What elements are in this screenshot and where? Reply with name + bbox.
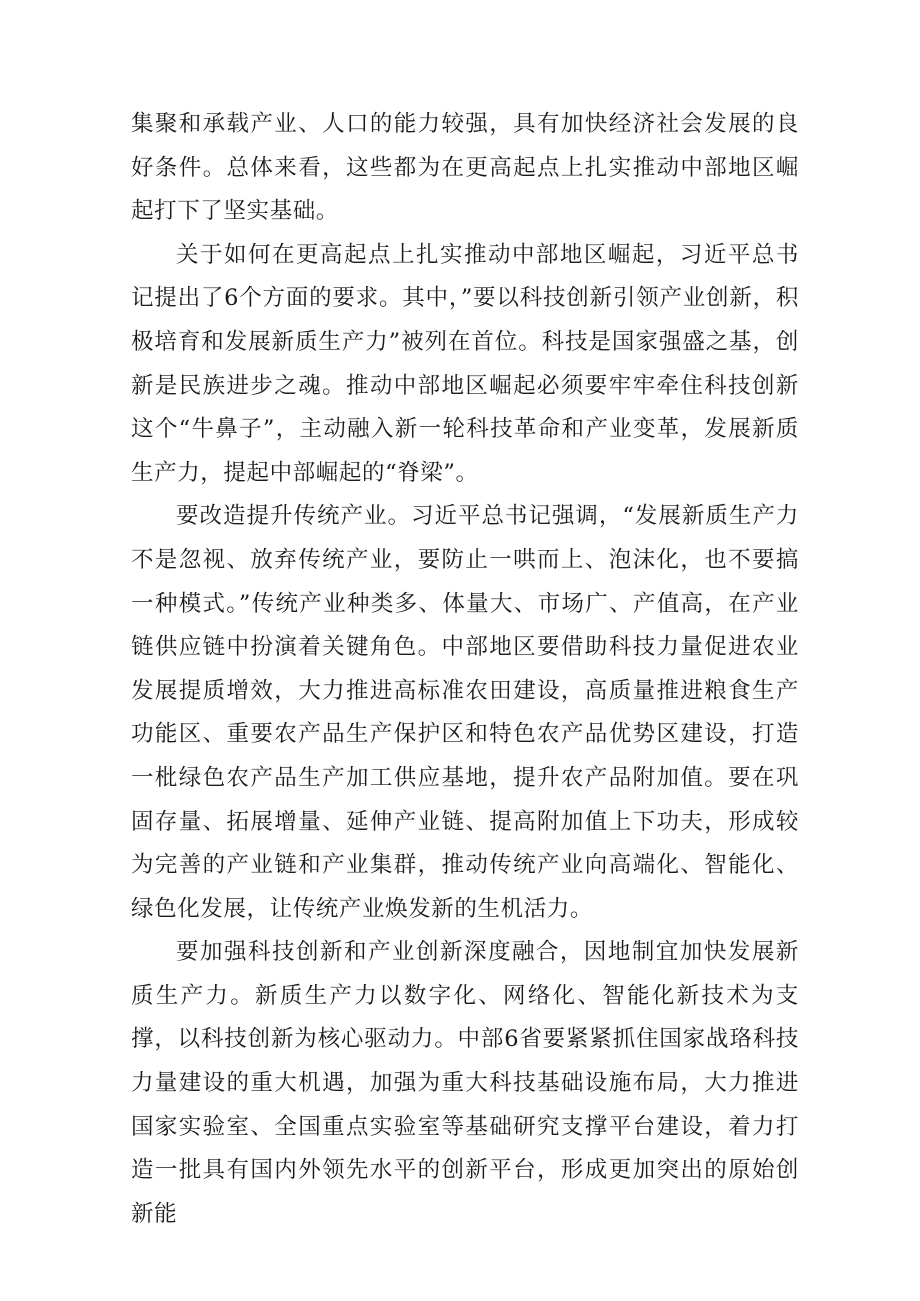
body-text xyxy=(131,103,799,1236)
paragraph-requirements: 关于如何在更高起点上扎实推动中部地区崛起，习近平总书记提出了6个方面的要求。其中，”要以科技创新引领产业创新，积极培育和发展新质生产力”被列在首位。科技是国家强盛之基，创新是民族进步之魂。推动中部地区崛起必须要牢牢牵住科技创新这个“牛鼻子”，主动融入新一轮科技革命和产业变革，发展新质生产力，提起中部崛起的“脊梁”。 xyxy=(131,241,799,486)
paragraph-continuation: 集聚和承载产业、人口的能力较强，具有加快经济社会发展的良好条件。总体来看，这些都为在更高起点上扎实推动中部地区崛起打下了坚实基础。 xyxy=(131,111,799,225)
paragraph-innovation-integration: 要加强科技创新和产业创新深度融合，因地制宜加快发展新质生产力。新质生产力以数字化、网络化、智能化新技术为支撑，以科技创新为核心驱动力。中部6省要紧紧抓住国家战珞科技力量建设的重大机遇，加强为重大科技基础设施布局，大力推进国家实验室、全国重点实验室等基础研究支撑平台建设，着力打造一批具有国内外领先水平的创新平台，形成更加突出的原始创新能 xyxy=(131,939,799,1227)
paragraph-traditional-industry: 要改造提升传统产业。习近平总书记强调，“发展新质生产力不是忽视、放弃传统产业，要防止一哄而上、泡沫化，也不要搞一种模式。”传统产业种类多、体量大、市场广、产值高，在产业链供应链中扮演着关键角色。中部地区要借助科技力量促进农业发展提质增效，大力推进高标准农田建设，高质量推进粮食生产功能区、重要农产品生产保护区和特色农产品优势区建设，打造一枇绿色农产品生产加工供应基地，提升农产品附加值。要在巩固存量、拓展增量、延伸产业链、提高附加值上下功夫，形成较为完善的产业链和产业集群，推动传统产业向高端化、智能化、绿色化发展，让传统产业焕发新的生机活力。 xyxy=(131,503,799,922)
